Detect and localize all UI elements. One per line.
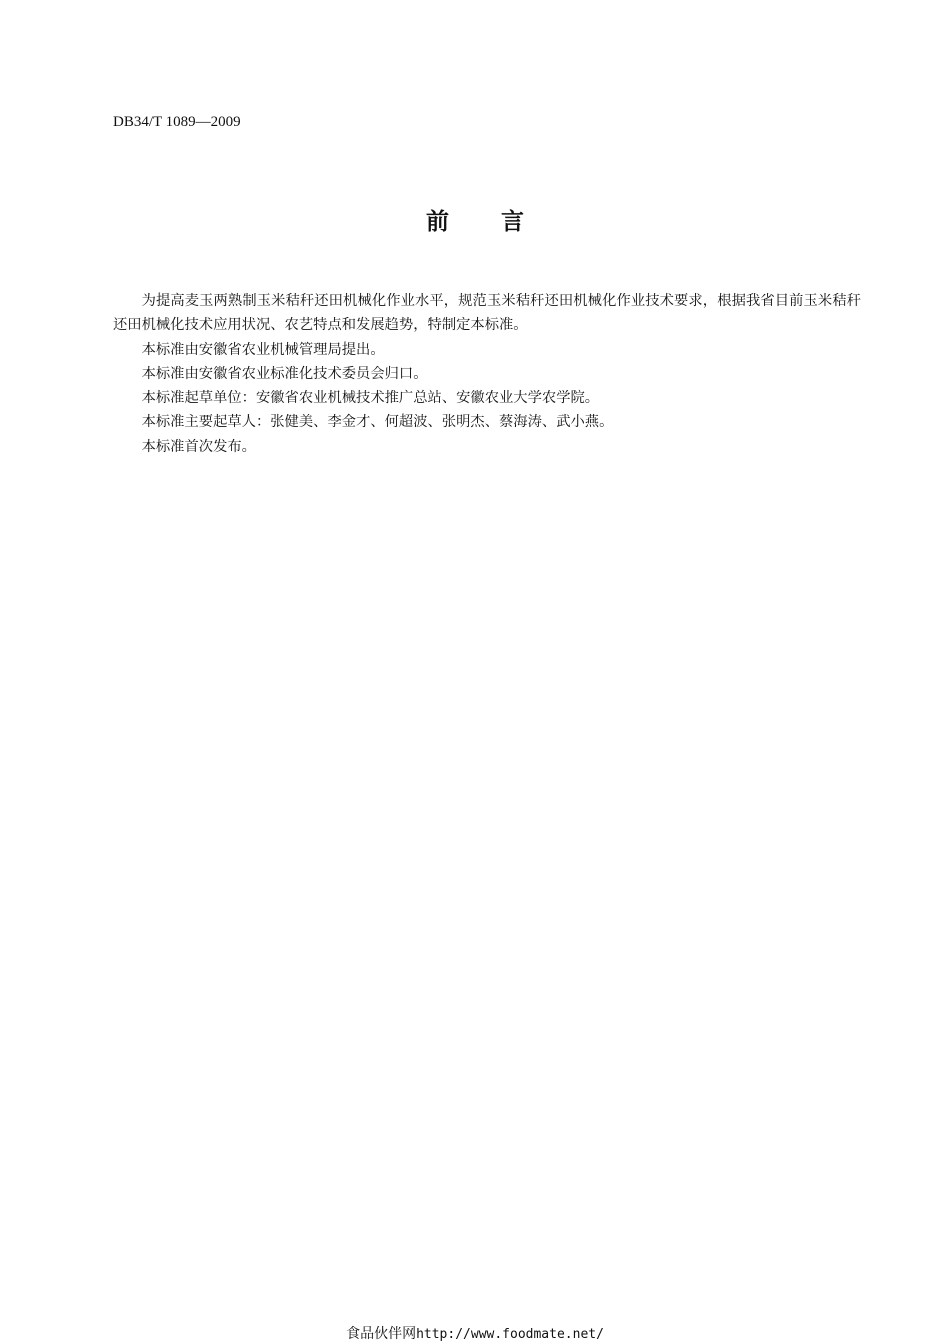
paragraph-drafting-units: 本标准起草单位：安徽省农业机械技术推广总站、安徽农业大学农学院。 <box>141 390 600 407</box>
document-code: DB34/T 1089—2009 <box>113 114 241 130</box>
footer-url-link[interactable]: http://www.foodmate.net/ <box>416 1327 604 1342</box>
page-footer <box>0 1323 950 1343</box>
paragraph-drafters: 本标准主要起草人：张健美、李金才、何超波、张明杰、蔡海涛、武小燕。 <box>141 414 614 431</box>
paragraph-proposer: 本标准由安徽省农业机械管理局提出。 <box>141 341 385 358</box>
paragraph-first-release: 本标准首次发布。 <box>141 438 256 455</box>
paragraph-purpose: 为提高麦玉两熟制玉米秸秆还田机械化作业水平，规范玉米秸秆还田机械化作业技术要求，根据我省目前玉米秸秆还田机械化技术应用状况、农艺特点和发展趋势，特制定本标准。 <box>113 293 861 334</box>
paragraph-committee: 本标准由安徽省农业标准化技术委员会归口。 <box>141 365 428 382</box>
title-part-2: 言 <box>501 209 524 235</box>
foreword-body <box>113 289 861 459</box>
footer-site-name: 食品伙伴网 <box>346 1326 417 1342</box>
title-part-1: 前 <box>426 209 449 235</box>
page-title <box>0 203 950 236</box>
